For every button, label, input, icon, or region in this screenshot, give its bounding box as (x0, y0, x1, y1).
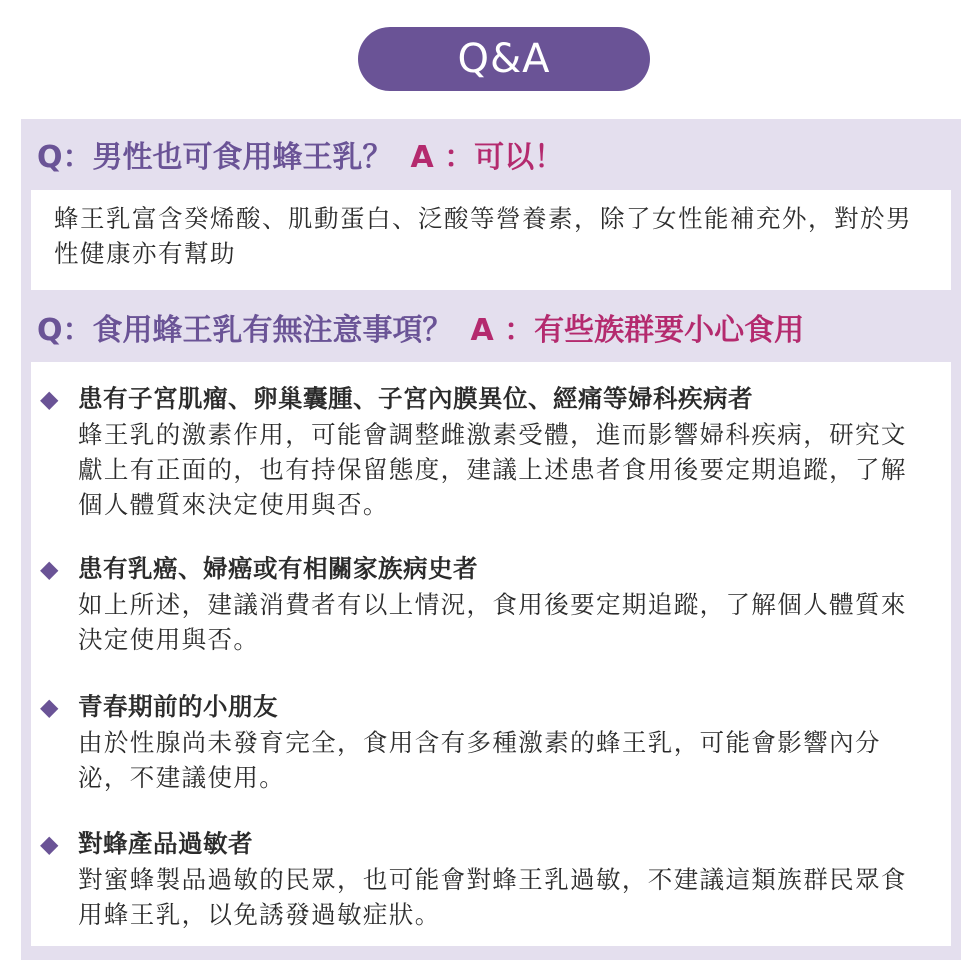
item-body: 對蜜蜂製品過敏的民眾，也可能會對蜂王乳過敏，不建議這類族群民眾食用蜂王乳，以免誘發過敏症狀。 (78, 865, 907, 929)
item-body: 由於性腺尚未發育完全，食用含有多種激素的蜂王乳，可能會影響內分泌，不建議使用。 (78, 728, 881, 792)
question-2-text: Q：食用蜂王乳有無注意事項？ (37, 313, 453, 348)
item-heading: 患有乳癌、婦癌或有相關家族病史者 (78, 554, 478, 583)
list-item (40, 551, 930, 657)
qa-title-badge: Q&A (358, 27, 650, 91)
diamond-icon: ◆ (40, 555, 59, 583)
item-heading: 對蜂產品過敏者 (78, 829, 253, 858)
diamond-icon: ◆ (40, 693, 59, 721)
question-2-heading (37, 311, 804, 351)
diamond-icon: ◆ (40, 830, 59, 858)
item-heading: 患有子宮肌瘤、卵巢囊腫、子宮內膜異位、經痛等婦科疾病者 (78, 384, 753, 413)
list-item (40, 689, 930, 795)
question-1-heading (37, 138, 564, 178)
diamond-icon: ◆ (40, 385, 59, 413)
question-1-text: Q：男性也可食用蜂王乳？ (37, 140, 393, 175)
answer-1-text: A ：可以！ (410, 140, 565, 175)
item-body: 如上所述，建議消費者有以上情況，食用後要定期追蹤，了解個人體質來決定使用與否。 (78, 590, 907, 654)
list-item (40, 826, 930, 932)
answer-1-body: 蜂王乳富含癸烯酸、肌動蛋白、泛酸等營養素，除了女性能補充外，對於男性健康亦有幫助 (54, 204, 912, 268)
item-heading: 青春期前的小朋友 (78, 692, 278, 721)
item-body: 蜂王乳的激素作用，可能會調整雌激素受體，進而影響婦科疾病，研究文獻上有正面的，也有持保留態度，建議上述患者食用後要定期追蹤，了解個人體質來決定使用與否。 (78, 420, 907, 519)
answer-2-text: A ：有些族群要小心食用 (470, 313, 805, 348)
list-item (40, 381, 930, 522)
